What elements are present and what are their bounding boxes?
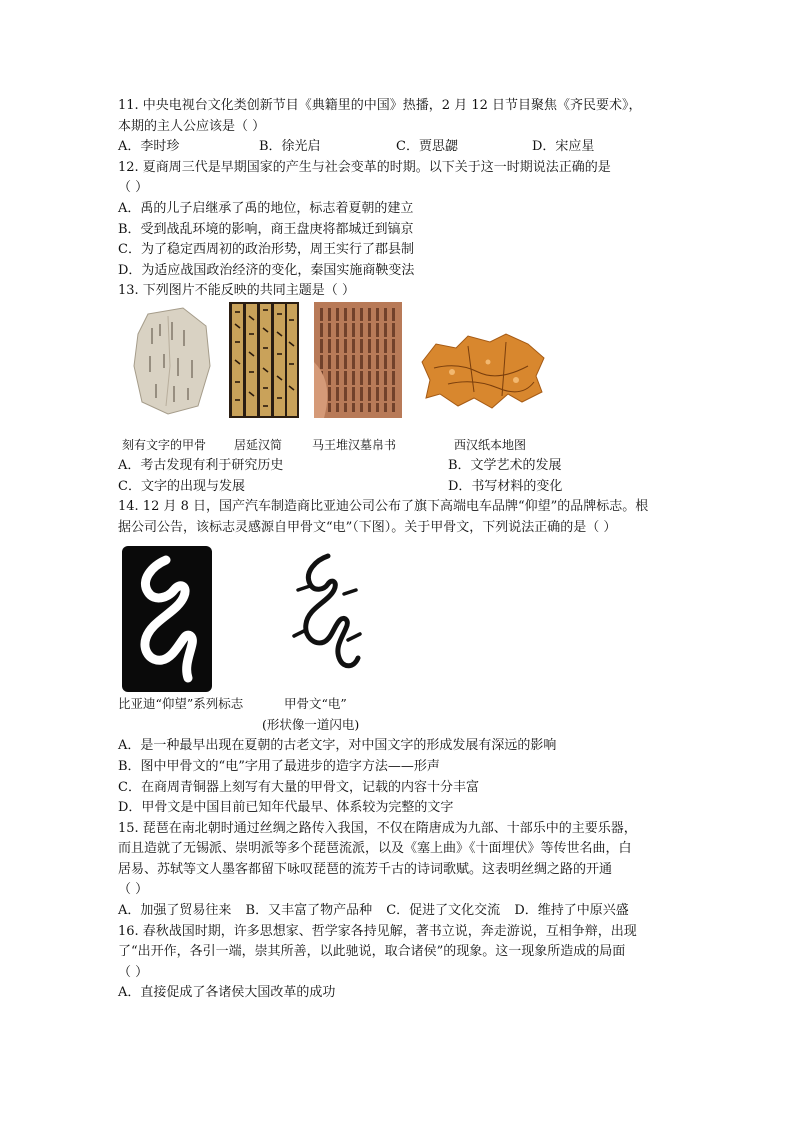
q13-option-b: B．文学艺术的发展 [448, 457, 562, 473]
q11-option-c: C．贾思勰 [396, 139, 458, 155]
q14-option-b: B．图中甲骨文的“电”字用了最进步的造字方法——形声 [118, 758, 440, 774]
q15-stem-2: 而且造就了无锡派、崇明派等多个琵琶流派，以及《塞上曲》《十面埋伏》等传世名曲，白 [118, 841, 632, 857]
caption-paper-map: 西汉纸本地图 [454, 437, 527, 452]
q12-stem-1: 12. 夏商周三代是早期国家的产生与社会变革的时期。以下关于这一时期说法正确的是 [118, 159, 611, 175]
q11-options [118, 137, 684, 158]
oracle-bone-image [128, 306, 214, 416]
q14-option-c: C．在商周青铜器上刻写有大量的甲骨文，记载的内容十分丰富 [118, 779, 479, 795]
q15-option-d: D．维持了中原兴盛 [514, 903, 629, 919]
bamboo-slips-image [229, 302, 299, 418]
q12-option-c: C．为了稳定西周初的政治形势，周王实行了郡县制 [118, 242, 414, 258]
q14-option-d: D．甲骨文是中国目前已知年代最早、体系较为完整的文字 [118, 800, 454, 816]
exam-page [118, 96, 684, 1004]
q12-option-d: D．为适应战国政治经济的变化，秦国实施商鞅变法 [118, 262, 415, 278]
yangwang-logo-icon [122, 546, 212, 692]
caption-oracle-bone: 刻有文字的甲骨 [122, 437, 207, 452]
question-12 [118, 158, 684, 282]
q13-option-a: A．考古发现有利于研究历史 [118, 457, 284, 473]
caption-bamboo-slips: 居延汉简 [234, 437, 283, 452]
q13-images [118, 306, 684, 436]
q16-stem-3: （ ） [118, 964, 149, 980]
oracle-character-dian-icon [284, 550, 368, 680]
q12-stem-2: （ ） [118, 180, 149, 196]
caption-oracle-dian: 甲骨文“电” [284, 696, 347, 712]
q15-stem-3: 居易、苏轼等文人墨客都留下咏叹琵琶的流芳千古的诗词歌赋。这表明丝绸之路的开通 [118, 861, 613, 877]
q15-option-a: A．加强了贸易往来 [118, 903, 232, 919]
silk-manuscript-image [314, 302, 402, 418]
q14-stem-1: 14. 12 月 8 日，国产汽车制造商比亚迪公司公布了旗下高端电车品牌“仰望”的品牌标志。根 [118, 499, 649, 515]
q15-options [118, 901, 684, 922]
question-14 [118, 497, 684, 819]
q11-stem-1: 11. 中央电视台文化类创新节目《典籍里的中国》热播，2 月 12 日节目聚焦《齐民要术》， [118, 98, 642, 113]
question-11 [118, 96, 684, 158]
q14-captions [118, 694, 684, 736]
q15-stem-4: （ ） [118, 882, 149, 898]
q11-stem-2: 本期的主人公应该是（ ） [118, 118, 266, 134]
q16-stem-2: 了“出开作，各引一端，崇其所善，以此驰说，取合诸侯”的现象。这一现象所造成的局面 [118, 944, 626, 960]
caption-silk-manuscript: 马王堆汉墓帛书 [312, 437, 397, 452]
paper-map-image [418, 332, 548, 412]
q13-option-c: C．文字的出现与发展 [118, 478, 245, 494]
q11-option-a: A．李时珍 [118, 139, 180, 155]
q13-options-row1 [118, 456, 684, 477]
q16-option-a: A．直接促成了各诸侯大国改革的成功 [118, 985, 336, 1001]
q15-stem-1: 15. 琵琶在南北朝时通过丝绸之路传入我国，不仅在隋唐成为九部、十部乐中的主要乐器， [118, 820, 637, 836]
question-15 [118, 819, 684, 922]
q16-stem-1: 16. 春秋战国时期，许多思想家、哲学家各持见解，著书立说，奔走游说，互相争辩，出现 [118, 923, 637, 939]
q13-stem: 13. 下列图片不能反映的共同主题是（ ） [118, 283, 355, 299]
q11-option-d: D．宋应星 [532, 139, 595, 155]
caption-lightning-note: (形状像一道闪电) [262, 717, 360, 733]
q13-options-row2 [118, 477, 684, 498]
q15-option-b: B．又丰富了物产品种 [245, 903, 373, 919]
q13-captions [118, 436, 684, 456]
question-16 [118, 922, 684, 1004]
q12-option-a: A．禹的儿子启继承了禹的地位，标志着夏朝的建立 [118, 200, 414, 216]
q14-option-a: A．是一种最早出现在夏朝的古老文字，对中国文字的形成发展有深远的影响 [118, 738, 557, 754]
caption-yangwang-logo: 比亚迪“仰望”系列标志 [118, 696, 244, 712]
q12-option-b: B．受到战乱环境的影响，商王盘庚将都城迁到镐京 [118, 221, 414, 237]
q13-option-d: D．书写材料的变化 [448, 478, 563, 494]
q11-option-b: B．徐光启 [259, 139, 321, 155]
question-13 [118, 281, 684, 497]
q14-stem-2: 据公司公告，该标志灵感源自甲骨文“电”（下图）。关于甲骨文，下列说法正确的是（ ） [118, 519, 617, 535]
q14-images [118, 544, 684, 694]
q15-option-c: C．促进了文化交流 [386, 903, 501, 919]
